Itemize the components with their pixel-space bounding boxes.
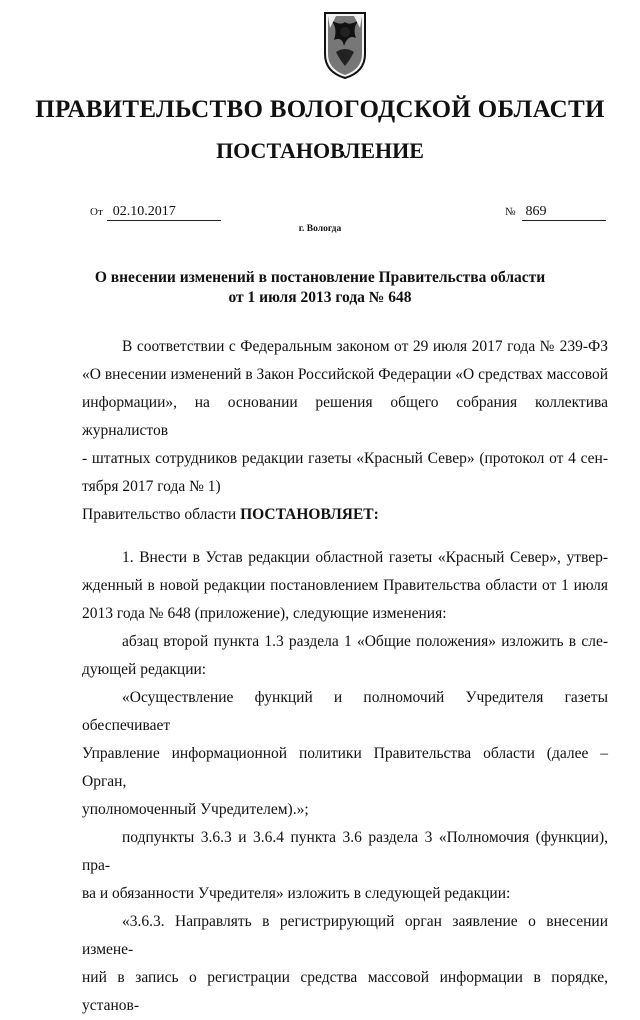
document-body xyxy=(82,333,608,1020)
coat-of-arms-icon xyxy=(322,10,368,80)
document-subject xyxy=(0,268,640,308)
number-label: № xyxy=(505,206,516,218)
body-line: подпункты 3.6.3 и 3.6.4 пункта 3.6 раздела 3 «Полномочия (функции), пра- xyxy=(82,829,608,874)
date-label: От xyxy=(90,206,103,218)
resolves-prefix: Правительство области xyxy=(82,506,237,523)
resolves-keyword: ПОСТАНОВЛЯЕТ: xyxy=(240,506,379,523)
body-line: В соответствии с Федеральным законом от 29 июля 2017 года № 239-ФЗ xyxy=(122,338,608,355)
body-line: информации», на основании решения общего собрания коллектива журналистов xyxy=(82,394,608,439)
body-line: ва и обязанности Учредителя» изложить в следующей редакции: xyxy=(82,885,511,902)
document-type: ПОСТАНОВЛЕНИЕ xyxy=(216,138,424,163)
body-line: тября 2017 года № 1) xyxy=(82,478,221,495)
body-line: «Осуществление функций и полномочий Учредителя газеты обеспечивает xyxy=(82,689,608,734)
body-line: «О внесении изменений в Закон Российской Федерации «О средствах массовой xyxy=(82,366,608,383)
body-line: Управление информационной политики Правительства области (далее – Орган, xyxy=(82,745,608,790)
body-line: ний в запись о регистрации средства массовой информации в порядке, установ- xyxy=(82,969,608,1014)
body-line: абзац второй пункта 1.3 раздела 1 «Общие положения» изложить в сле- xyxy=(122,633,608,650)
government-title: ПРАВИТЕЛЬСТВО ВОЛОГОДСКОЙ ОБЛАСТИ xyxy=(35,96,605,123)
body-line: жденный в новой редакции постановлением Правительства области от 1 июля xyxy=(82,577,608,594)
body-line: дующей редакции: xyxy=(82,661,207,678)
number-value: 869 xyxy=(522,204,606,221)
body-line: - штатных сотрудников редакции газеты «Красный Север» (протокол от 4 сен- xyxy=(82,450,608,467)
resolves-line xyxy=(82,501,608,529)
body-line: 2013 года № 648 (приложение), следующие изменения: xyxy=(82,605,447,622)
date-value: 02.10.2017 xyxy=(107,204,221,221)
body-line: уполномоченный Учредителем).»; xyxy=(82,801,309,818)
city-label: г. Вологда xyxy=(298,224,342,234)
document-date xyxy=(90,204,221,221)
subject-line: О внесении изменений в постановление Правительства области xyxy=(94,269,546,286)
subject-line: от 1 июля 2013 года № 648 xyxy=(228,289,412,306)
body-line: «3.6.3. Направлять в регистрирующий орган заявление о внесении измене- xyxy=(82,913,608,958)
document-number xyxy=(505,204,606,221)
body-line: 1. Внести в Устав редакции областной газеты «Красный Север», утвер- xyxy=(122,549,608,566)
